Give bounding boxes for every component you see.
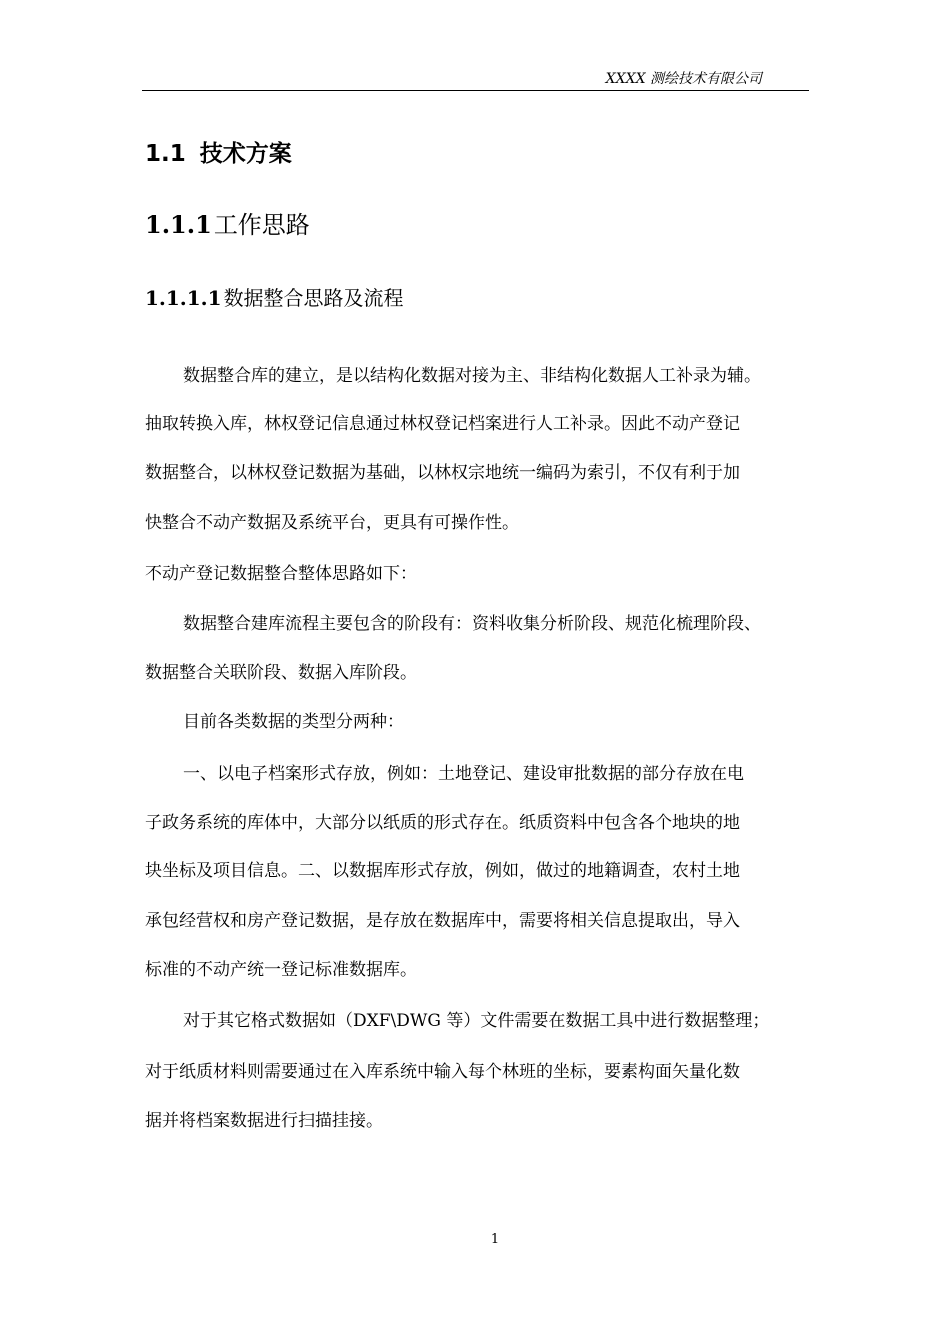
- heading-level-2: [145, 210, 310, 240]
- body-line: 数据整合，以林权登记数据为基础，以林权宗地统一编码为索引，不仅有利于加: [145, 463, 740, 483]
- body-line: 对于其它格式数据如（DXF\DWG 等）文件需要在数据工具中进行数据整理；: [183, 1011, 770, 1031]
- heading-1-number: 1.1: [145, 141, 186, 167]
- body-line: 目前各类数据的类型分两种：: [183, 712, 404, 732]
- body-line: 据并将档案数据进行扫描挂接。: [145, 1111, 383, 1131]
- page-number: 1: [490, 1232, 500, 1247]
- body-line: 对于纸质材料则需要通过在入库系统中输入每个林班的坐标，要素构面矢量化数: [145, 1062, 740, 1082]
- body-line: 承包经营权和房产登记数据，是存放在数据库中，需要将相关信息提取出，导入: [145, 911, 740, 931]
- heading-1-title: 技术方案: [199, 141, 292, 167]
- body-line: 数据整合库的建立，是以结构化数据对接为主、非结构化数据人工补录为辅。: [183, 366, 761, 386]
- body-line: 数据整合关联阶段、数据入库阶段。: [145, 663, 417, 683]
- page-header: [142, 70, 809, 91]
- heading-3-number: 1.1.1.1: [145, 286, 222, 310]
- heading-level-3: [145, 285, 404, 311]
- body-line: 一、以电子档案形式存放，例如：土地登记、建设审批数据的部分存放在电: [183, 764, 744, 784]
- header-company-name: XXXX 测绘技术有限公司: [605, 71, 762, 87]
- body-line: 子政务系统的库体中，大部分以纸质的形式存在。纸质资料中包含各个地块的地: [145, 813, 740, 833]
- heading-2-title: 工作思路: [213, 211, 310, 239]
- heading-3-title: 数据整合思路及流程: [223, 286, 404, 310]
- body-line: 快整合不动产数据及系统平台，更具有可操作性。: [145, 513, 519, 533]
- body-line: 标准的不动产统一登记标准数据库。: [145, 960, 417, 980]
- body-line: 数据整合建库流程主要包含的阶段有：资料收集分析阶段、规范化梳理阶段、: [183, 614, 761, 634]
- body-line: 抽取转换入库，林权登记信息通过林权登记档案进行人工补录。因此不动产登记: [145, 414, 740, 434]
- heading-2-number: 1.1.1: [145, 210, 212, 239]
- heading-level-1: [145, 139, 292, 169]
- body-line: 块坐标及项目信息。二、以数据库形式存放，例如，做过的地籍调查，农村土地: [145, 861, 740, 881]
- body-line: 不动产登记数据整合整体思路如下：: [145, 564, 417, 584]
